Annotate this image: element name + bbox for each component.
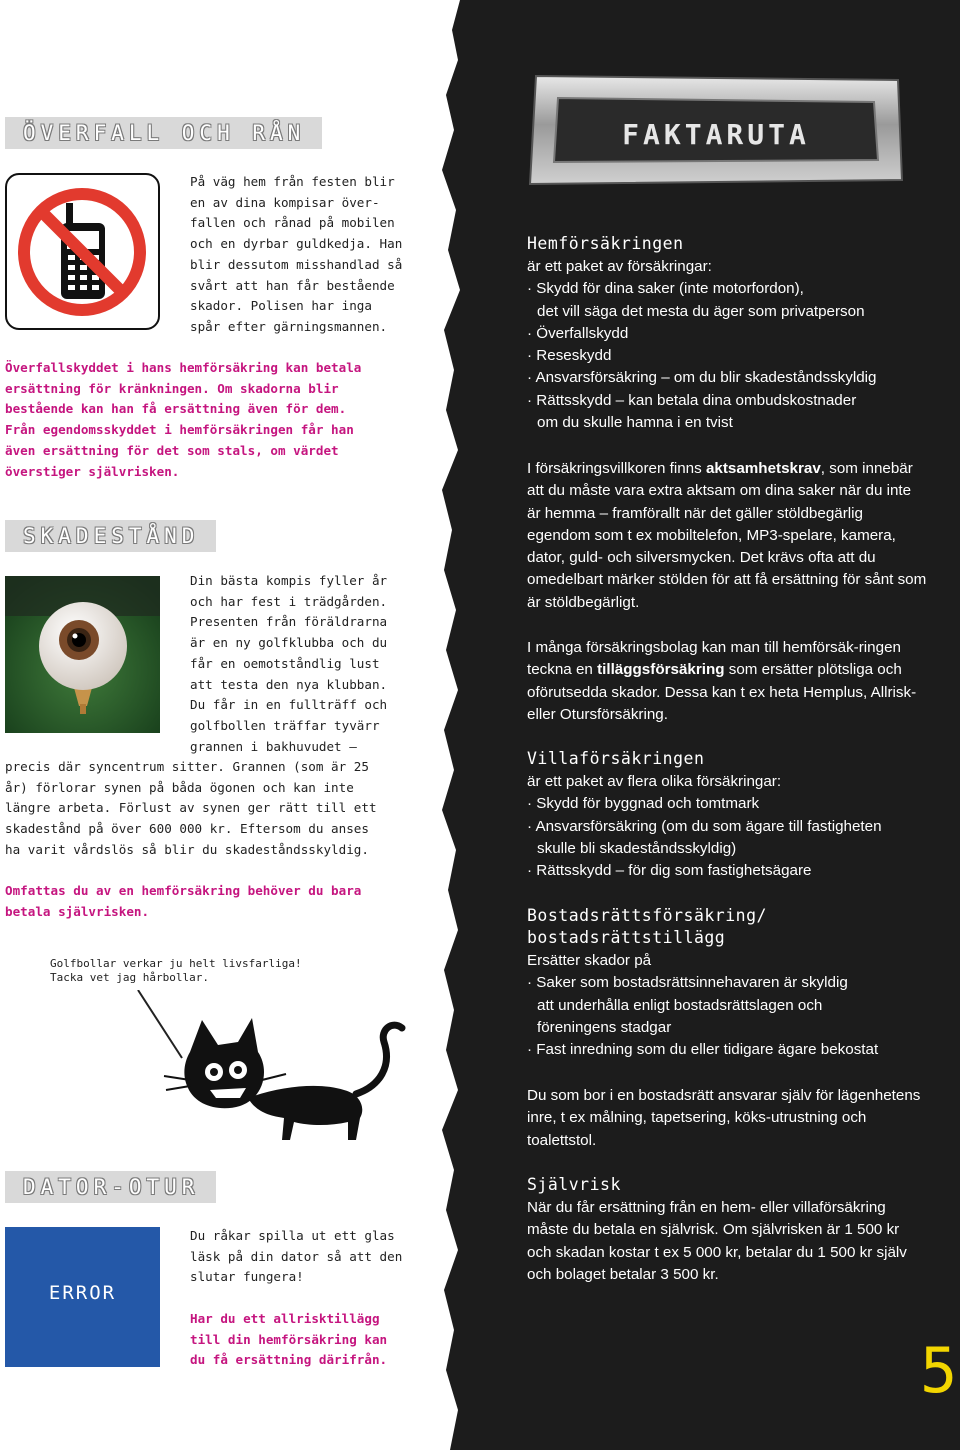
- bostad-intro: Ersätter skador på: [527, 952, 652, 969]
- tillagg-bold: tilläggsförsäkring: [597, 661, 725, 679]
- heading-bostadsratt: Bostadsrättsförsäkring/ bostadsrättstillägg: [527, 906, 767, 947]
- right-column: [527, 0, 937, 1450]
- aktsamhet-bold: aktsamhetskrav: [705, 460, 821, 477]
- page-number: 5: [920, 1334, 958, 1407]
- villa-intro: är ett paket av flera olika försäkringar:: [527, 773, 782, 790]
- hem-item-3: · Reseskydd: [527, 347, 612, 365]
- section-title-overfall: ÖVERFALL OCH RÅN: [5, 117, 322, 149]
- eyeball-on-tee-icon: [5, 576, 160, 733]
- left-column: [0, 0, 450, 1450]
- story-skadestand-bottom: precis där syncentrum sitter. Grannen (som är 25 år) förlorar synen på båda ögonen och kan inte längre arbeta. Förlust av synen ger rätt till ett skadestånd på över 600 000 kr. Eftersom du anses ha varit vårdslös så blir du skadeståndsskyldig.: [5, 759, 377, 857]
- bostad-paragraph: Du som bor i en bostadsrätt ansvarar själv för lägenhetens inre, t ex målning, tapetsering, köks-utrustning och toalettstol.: [527, 1087, 921, 1149]
- heading-villaforsakringen: Villaförsäkringen: [527, 749, 705, 768]
- heading-sjalvrisk: Självrisk: [527, 1175, 621, 1194]
- hem-item-2: · Överfallskydd: [527, 324, 629, 342]
- tillagg-text-a: I många försäkringsbolag kan man till hemförsäk-ringen teckna en: [527, 639, 901, 679]
- bostad-block: [527, 950, 927, 1061]
- story-skadestand-top: Din bästa kompis fyller år och har fest i trädgården. Presenten från föräldrarna är en ny golfklubba och du får en oemotståndlig lust att testa den nya klubban. Du får in en fullträff och golfbollen träffar tyvärr grannen i bakhuvudet –: [190, 573, 388, 754]
- hem-intro: är ett paket av försäkringar:: [527, 258, 712, 275]
- bostad-item-1: · Saker som bostadsrättsinnehavaren är skyldig att underhålla enligt bostadsrättslagen och föreningens stadgar: [527, 974, 848, 1036]
- sjalvrisk-paragraph: När du får ersättning från en hem- eller villaförsäkring måste du betala en självrisk. Om självrisken är 1 500 kr och skadan kostar t ex 5 000 kr, betalar du 1 500 kr själv och bolaget betalar 3 500 kr.: [527, 1199, 907, 1283]
- cat-cartoon-icon: [130, 990, 420, 1150]
- eyeball-golf-image: [5, 576, 160, 733]
- bostad-item-2: · Fast inredning som du eller tidigare ägare bekostat: [527, 1041, 879, 1059]
- no-phone-sign: [5, 173, 160, 330]
- info-overfall: Överfallskyddet i hans hemförsäkring kan betala ersättning för kränkningen. Om skadorna blir bestående kan han få ersättning även för dem. Från egendomsskyddet i hemförsäkringen får han även ersättning för det som stals, om värdet överstiger självrisken.: [5, 360, 362, 479]
- villa-item-3: · Rättsskydd – för dig som fastighetsägare: [527, 862, 812, 880]
- tillagg-text-b: som ersätter plötsliga och oförutsedda skador. Dessa kan t ex heta Hemplus, Allrisk- eller Otursförsäkring.: [527, 661, 917, 723]
- aktsamhet-text-b: , som innebär att du måste vara extra aktsam om dina saker när du inte är hemma – framförallt när det gäller stöldbegärlig egendom som t ex mobiltelefon, MP3-spelare, kamera, dator, guld- och silversmycken. Det krävs ofta att du omedelbart märker stölden för att få ersättning för sånt som är stöldbegärligt.: [527, 460, 927, 611]
- hem-item-1: · Skydd för dina saker (inte motorfordon), det vill säga det mesta du äger som privatperson: [527, 280, 865, 320]
- story-dator-otur: Du råkar spilla ut ett glas läsk på din dator så att den slutar fungera!: [190, 1228, 403, 1285]
- error-screen-image: [5, 1227, 160, 1367]
- no-mobile-icon: [7, 175, 158, 328]
- heading-hemforsakringen: Hemförsäkringen: [527, 234, 684, 253]
- villa-item-1: · Skydd för byggnad och tomtmark: [527, 795, 760, 813]
- hem-item-4: · Ansvarsförsäkring – om du blir skadeståndsskyldig: [527, 369, 877, 387]
- cat-speech-caption: Golfbollar verkar ju helt livsfarliga! Tacka vet jag hårbollar.: [50, 957, 302, 984]
- info-dator-otur: Har du ett allrisktillägg till din hemförsäkring kan du få ersättning därifrån.: [190, 1311, 388, 1368]
- villa-block: [527, 771, 927, 882]
- story-overfall: På väg hem från festen blir en av dina kompisar över- fallen och rånad på mobilen och en dyrbar guldkedja. Han blir dessutom misshandlad så svårt att han får bestående skador. Polisen har inga spår efter gärningsmannen.: [190, 174, 403, 334]
- error-label: ERROR: [48, 1282, 117, 1304]
- section-title-skadestand: SKADESTÅND: [5, 520, 216, 552]
- villa-item-2: · Ansvarsförsäkring (om du som ägare till fastigheten skulle bli skadeståndsskyldig): [527, 817, 882, 857]
- hem-block: [527, 256, 927, 434]
- info-skadestand: Omfattas du av en hemförsäkring behöver du bara betala självrisken.: [5, 883, 362, 919]
- aktsamhet-text-a: I försäkringsvillkoren finns: [527, 460, 706, 477]
- tillagg-paragraph: [527, 637, 927, 726]
- hem-item-5: · Rättsskydd – kan betala dina ombudskostnader om du skulle hamna i en tvist: [527, 391, 857, 432]
- section-title-dator-otur: DATOR-OTUR: [5, 1171, 216, 1203]
- faktaruta-label: FAKTARUTA: [622, 118, 810, 151]
- aktsamhet-paragraph: [527, 458, 927, 614]
